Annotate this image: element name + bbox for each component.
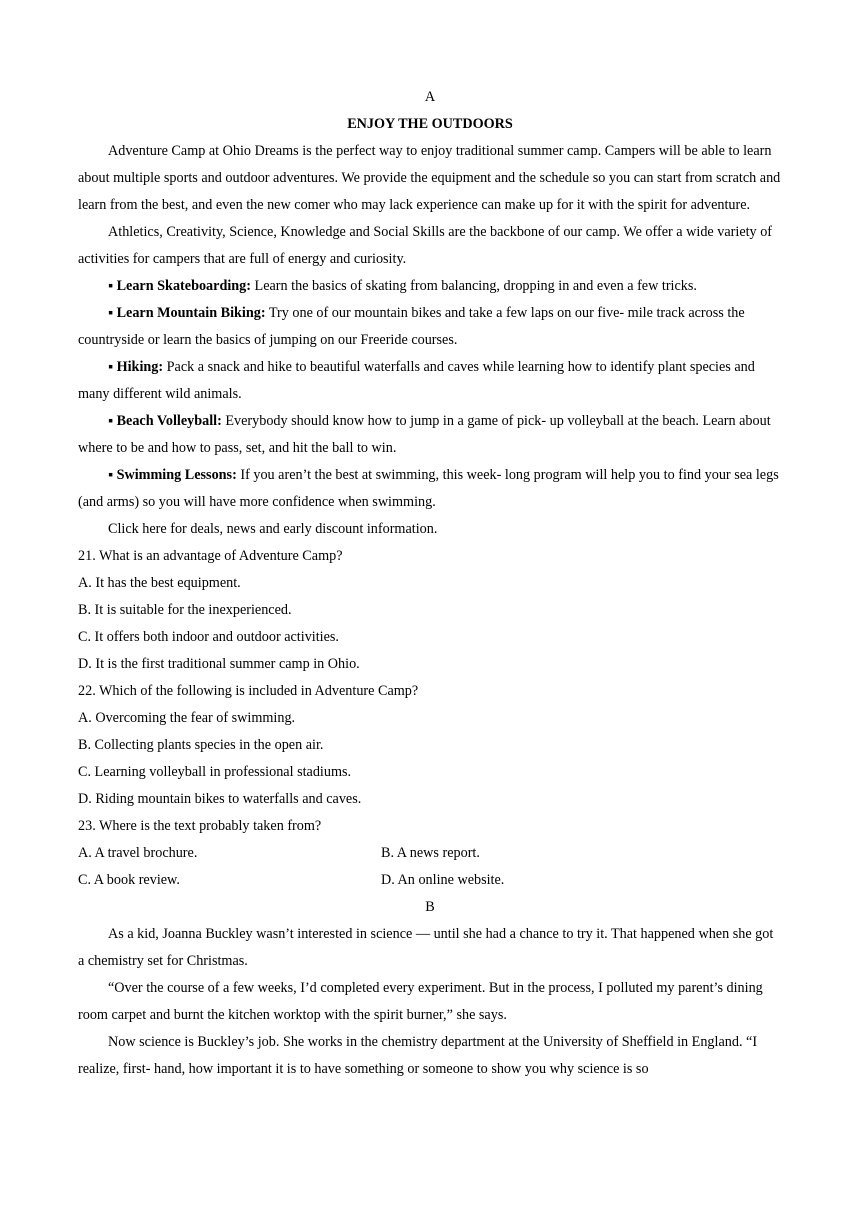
bullet-square-icon: ▪: [108, 359, 114, 375]
activity-text: Pack a snack and hike to beautiful waterfalls and caves while learning how to identify plant species and many different wild animals.: [78, 359, 755, 402]
question-23-option-c: C. A book review.: [78, 872, 180, 888]
question-21-option-b: B. It is suitable for the inexperienced.: [78, 602, 292, 618]
activity-name: Hiking:: [116, 359, 164, 375]
question-21-option-c: C. It offers both indoor and outdoor activities.: [78, 629, 339, 645]
activity-text: Learn the basics of skating from balancing, dropping in and even a few tricks.: [250, 278, 697, 294]
activity-name: Beach Volleyball:: [116, 413, 222, 429]
question-22-option-d: D. Riding mountain bikes to waterfalls and caves.: [78, 791, 362, 807]
activity-item: [78, 300, 782, 354]
passage-a-letter: A: [424, 89, 436, 105]
question-23-option-d: D. An online website.: [381, 872, 505, 888]
activity-text: Try one of our mountain bikes and take a few laps on our five- mile track across the countryside or learn the basics of jumping on our Freeride courses.: [78, 305, 745, 348]
question-21-option-a: A. It has the best equipment.: [78, 575, 241, 591]
passage-b-paragraph-3: Now science is Buckley’s job. She works in the chemistry department at the University of Sheffield in England. “I realize, first- hand, how important it is to have something or someone to show you why science is so: [78, 1034, 758, 1077]
click-here-line: Click here for deals, news and early discount information.: [108, 521, 438, 537]
question-22-option-a: A. Overcoming the fear of swimming.: [78, 710, 296, 726]
activity-name: Swimming Lessons:: [116, 467, 237, 483]
activity-name: Learn Mountain Biking:: [116, 305, 266, 321]
question-23-stem: 23. Where is the text probably taken from?: [78, 818, 322, 834]
activity-item: [78, 408, 782, 462]
bullet-square-icon: ▪: [108, 467, 114, 483]
activity-item: [78, 273, 782, 300]
activity-text: Everybody should know how to jump in a game of pick- up volleyball at the beach. Learn about where to be and how to pass, set, and hit the ball to win.: [78, 413, 771, 456]
activity-item: [78, 354, 782, 408]
activity-name: Learn Skateboarding:: [116, 278, 251, 294]
question-21-option-d: D. It is the first traditional summer camp in Ohio.: [78, 656, 360, 672]
question-22-option-b: B. Collecting plants species in the open air.: [78, 737, 324, 753]
question-23-option-b: B. A news report.: [381, 845, 480, 861]
bullet-square-icon: ▪: [108, 278, 114, 294]
passage-a-title: ENJOY THE OUTDOORS: [347, 116, 513, 132]
passage-b-paragraph-1: As a kid, Joanna Buckley wasn’t interested in science — until she had a chance to try it. That happened when she got a chemistry set for Christmas.: [78, 926, 774, 969]
bullet-square-icon: ▪: [108, 305, 114, 321]
passage-a-paragraph-1: Adventure Camp at Ohio Dreams is the perfect way to enjoy traditional summer camp. Campers will be able to learn about multiple sports and outdoor adventures. We provide the equipment and the schedule so you can start from scratch and learn from the best, and even the new comer who may lack experience can make up for it with the spirit for adventure.: [78, 143, 781, 213]
question-23-options-row-1: [78, 840, 782, 867]
question-23-option-a: A. A travel brochure.: [78, 845, 198, 861]
activity-item: [78, 462, 782, 516]
bullet-square-icon: ▪: [108, 413, 114, 429]
activity-text: If you aren’t the best at swimming, this week- long program will help you to find your sea legs (and arms) so you will have more confidence when swimming.: [78, 467, 779, 510]
passage-a-paragraph-2: Athletics, Creativity, Science, Knowledge and Social Skills are the backbone of our camp. We offer a wide variety of activities for campers that are full of energy and curiosity.: [78, 224, 773, 267]
passage-b-paragraph-2: “Over the course of a few weeks, I’d completed every experiment. But in the process, I polluted my parent’s dining room carpet and burnt the kitchen worktop with the spirit burner,” she says.: [78, 980, 763, 1023]
question-22-stem: 22. Which of the following is included in Adventure Camp?: [78, 683, 419, 699]
question-23-options-row-2: [78, 867, 782, 894]
passage-b-letter: B: [425, 899, 435, 915]
question-22-option-c: C. Learning volleyball in professional stadiums.: [78, 764, 352, 780]
question-21-stem: 21. What is an advantage of Adventure Camp?: [78, 548, 343, 564]
